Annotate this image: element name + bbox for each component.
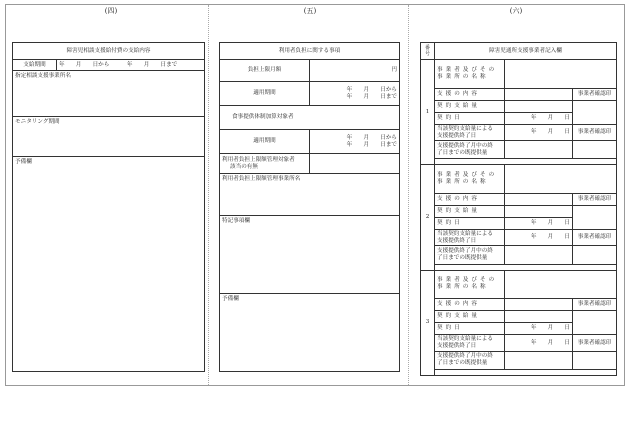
period-to: 年 月 日まで (126, 61, 178, 68)
entry-contract-label: 契約日 (435, 112, 505, 124)
entry-end-label: 当該契約支給量による 支援提供終了日 (435, 230, 505, 246)
office-label: 指定相談支援事業所名 (15, 73, 71, 79)
entry-contract-date[interactable]: 年 月 日 (505, 323, 573, 335)
entry-name-value[interactable] (505, 60, 617, 88)
entry-confirm-stamp-2[interactable]: 事業者確認印 (573, 230, 617, 246)
entry-blank (573, 246, 617, 264)
panel5-number: (五) (303, 7, 317, 15)
reserve5-label: 予備欄 (222, 296, 239, 302)
entry-name-label: 事業者及びその 事業所の名称 (435, 270, 505, 298)
entry-end-label: 当該契約支給量による 支援提供終了日 (435, 335, 505, 351)
entry-stamp-space[interactable] (573, 100, 617, 124)
entry-end-date[interactable]: 年 月 日 (505, 124, 573, 140)
panel6-number: (六) (509, 7, 523, 15)
mgmt-label-1: 利用者負担上限額管理対象者 (222, 156, 295, 163)
entry-content-label: 支援の内容 (435, 193, 505, 205)
mgmt-office-field[interactable] (220, 174, 400, 216)
period-value[interactable] (57, 60, 205, 71)
monitoring-label: モニタリング期間 (15, 119, 60, 125)
entry-supplied-value[interactable] (505, 351, 573, 369)
meal-label: 食事提供体制加算対象者 (220, 106, 400, 130)
cap-value[interactable] (310, 60, 400, 82)
entry-end-label: 当該契約支給量による 支援提供終了日 (435, 124, 505, 140)
notes-label: 特記事項欄 (222, 218, 250, 224)
entry-content-label: 支援の内容 (435, 299, 505, 311)
monitoring-field[interactable] (13, 117, 205, 157)
entry-contract-date[interactable]: 年 月 日 (505, 112, 573, 124)
entry-supplied-value[interactable] (505, 246, 573, 264)
entry-confirm-stamp[interactable]: 事業者確認印 (573, 299, 617, 311)
reserve-label: 予備欄 (15, 159, 32, 165)
entry-stamp-space[interactable] (573, 205, 617, 229)
reserve5-field[interactable] (220, 294, 400, 372)
entry-amount-value[interactable] (505, 100, 573, 112)
entry-name-value[interactable] (505, 270, 617, 298)
entry-confirm-stamp-2[interactable]: 事業者確認印 (573, 124, 617, 140)
entry-blank (573, 141, 617, 159)
panel4-table (12, 42, 205, 372)
entry-end-date[interactable]: 年 月 日 (505, 335, 573, 351)
cap-unit: 円 (391, 67, 398, 73)
mgmt-office-label: 利用者負担上限額管理事業所名 (222, 176, 301, 182)
entry-number: 2 (421, 165, 435, 270)
notes-field[interactable] (220, 216, 400, 294)
period-label: 支給期間 (13, 60, 57, 71)
cap-label: 負担上限月額 (220, 60, 310, 82)
entry-contract-label: 契約日 (435, 218, 505, 230)
panel5-title: 利用者負担に関する事項 (220, 43, 400, 60)
mgmt-label (220, 154, 310, 174)
period2-from: 年 月 日から (346, 134, 398, 141)
period2-to: 年 月 日まで (346, 141, 398, 148)
reserve-field[interactable] (13, 157, 205, 372)
entry-amount-value[interactable] (505, 205, 573, 217)
panel6-table (420, 42, 617, 376)
panel6-title: 障害児通所支援事業者記入欄 (435, 43, 617, 60)
entry-content-value[interactable] (505, 88, 573, 100)
period1-label: 適用期間 (220, 82, 310, 106)
entry-contract-label: 契約日 (435, 323, 505, 335)
entry-confirm-stamp[interactable]: 事業者確認印 (573, 193, 617, 205)
mgmt-value[interactable] (310, 154, 400, 174)
period2-label: 適用期間 (220, 130, 310, 154)
entry-contract-date[interactable]: 年 月 日 (505, 218, 573, 230)
entry-amount-value[interactable] (505, 311, 573, 323)
period1-to: 年 月 日まで (346, 93, 398, 100)
panel4-number: (四) (104, 7, 118, 15)
entry-content-value[interactable] (505, 193, 573, 205)
entry-stamp-space[interactable] (573, 311, 617, 335)
entry-confirm-stamp-2[interactable]: 事業者確認印 (573, 335, 617, 351)
fold-line-right (408, 5, 409, 385)
office-field[interactable] (13, 71, 205, 117)
entry-supplied-label: 支援提供終了月中の終 了日までの既提供量 (435, 141, 505, 159)
entry-content-label: 支援の内容 (435, 88, 505, 100)
period1-from: 年 月 日から (346, 86, 398, 93)
panel5-table (219, 42, 400, 372)
period-from: 年 月 日から (59, 61, 110, 68)
entry-content-value[interactable] (505, 299, 573, 311)
entry-number: 3 (421, 270, 435, 375)
entry-supplied-label: 支援提供終了月中の終 了日までの既提供量 (435, 246, 505, 264)
entry-blank (573, 351, 617, 369)
entry-name-value[interactable] (505, 165, 617, 193)
panel4-title: 障害児相談支援給付費の支給内容 (13, 43, 205, 60)
entry-end-date[interactable]: 年 月 日 (505, 230, 573, 246)
entry-name-label: 事業者及びその 事業所の名称 (435, 60, 505, 88)
entry-number: 1 (421, 60, 435, 165)
entry-confirm-stamp[interactable]: 事業者確認印 (573, 88, 617, 100)
entry-supplied-label: 支援提供終了月中の終 了日までの既提供量 (435, 351, 505, 369)
entry-amount-label: 契約支給量 (435, 205, 505, 217)
period2-value[interactable] (310, 130, 400, 154)
fold-line-left (208, 5, 209, 385)
entry-name-label: 事業者及びその 事業所の名称 (435, 165, 505, 193)
entry-supplied-value[interactable] (505, 141, 573, 159)
period1-value[interactable] (310, 82, 400, 106)
entry-spacer (435, 369, 617, 375)
entry-amount-label: 契約支給量 (435, 311, 505, 323)
entry-amount-label: 契約支給量 (435, 100, 505, 112)
panel6-no-header: 番号 (421, 43, 435, 60)
mgmt-label-2: 該当の有無 (230, 163, 258, 170)
